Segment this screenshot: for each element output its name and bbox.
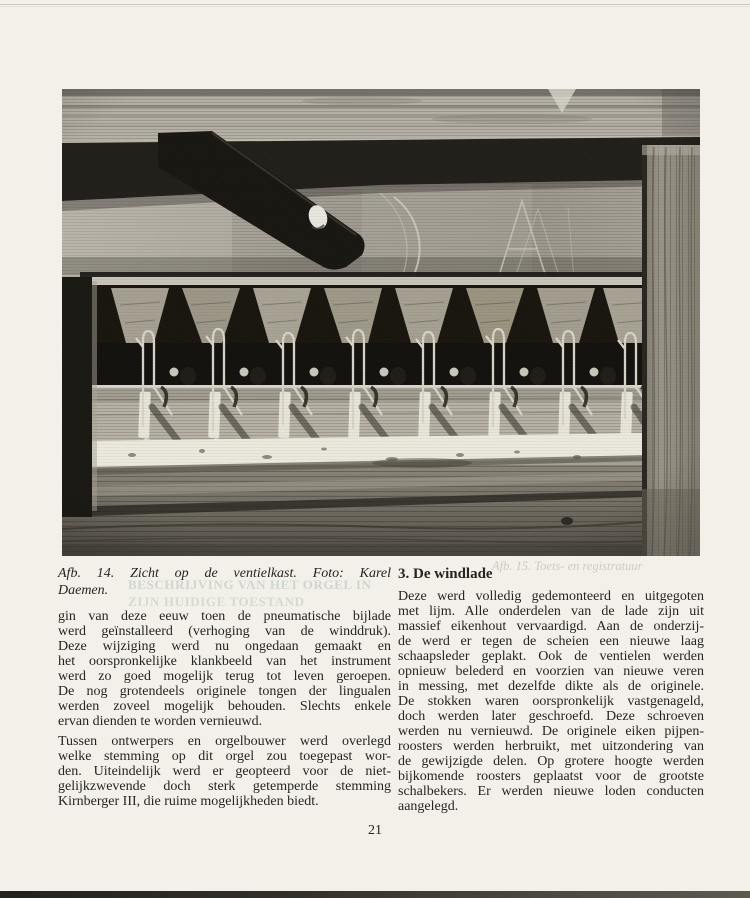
bleed-through-text: ZIJN HUIDIGE TOESTAND xyxy=(128,594,305,609)
bleed-through-text: BESCHRIJVING VAN HET ORGEL IN xyxy=(128,577,372,592)
scan-artifact-bottom-edge xyxy=(0,891,750,898)
text-line: massief eikenhout vervaardigd. Aan de onderzij- xyxy=(398,619,704,634)
text-line: werd zo goed mogelijk terug tot leven geroepen. xyxy=(58,669,391,684)
text-line: roosters werden herbruikt, met uitzondering van xyxy=(398,739,704,754)
text-line: Deze wijziging werd nu ongedaan gemaakt en xyxy=(58,639,391,654)
text-line: welke stemming op dit orgel zou toegepast wor- xyxy=(58,749,391,764)
text-line: in messing, met dezelfde dikte als de originele. xyxy=(398,679,704,694)
text-line: schaapsleder geplakt. Ook de ventielen werden xyxy=(398,649,704,664)
left-column-paragraph-2 xyxy=(58,734,391,809)
text-line: doch werden later geschroefd. Deze schroeven xyxy=(398,709,704,724)
scan-artifact-top-line2 xyxy=(0,6,750,7)
scanned-photo xyxy=(62,89,700,556)
caption-line: Afb. 14. Zicht op de ventielkast. Foto: Karel xyxy=(58,566,391,581)
text-line: Deze werd volledig gedemonteerd en uitgegoten xyxy=(398,589,704,604)
text-line: gin van deze eeuw toen de pneumatische bijlade xyxy=(58,609,391,624)
text-line: het oorspronkelijke klankbeeld van het instrument xyxy=(58,654,391,669)
photo-vignette xyxy=(62,89,700,556)
bleed-through-text: Afb. 15. Toets- en registratuur xyxy=(492,559,643,573)
text-line: De nog grotendeels originele tongen der lingualen xyxy=(58,684,391,699)
section-heading: 3. De windlade xyxy=(398,566,493,582)
figure-photo xyxy=(62,89,700,556)
text-line: ervan dienden te worden vernieuwd. xyxy=(58,714,263,729)
right-column-paragraph xyxy=(398,589,704,814)
text-line: de gewijzigde delen. Op grotere hoogte werden xyxy=(398,754,704,769)
text-line: werden zoveel mogelijk behouden. Slechts enkele xyxy=(58,699,391,714)
text-line: werden nu vernieuwd. De originele eiken pijpen- xyxy=(398,724,704,739)
page-number: 21 xyxy=(368,823,382,838)
text-line: den. Uiteindelijk werd er geopteerd voor de niet- xyxy=(58,764,391,779)
text-line: Kirnberger III, die ruime mogelijkheden biedt. xyxy=(58,794,319,809)
text-line: schalbekers. Er werden nieuwe loden conducten xyxy=(398,784,704,799)
scan-artifact-top-line xyxy=(0,4,750,5)
text-line: opnieuw belederd en voorzien van nieuwe veren xyxy=(398,664,704,679)
text-line: werd geïnstalleerd (verhoging van de winddruk). xyxy=(58,624,391,639)
text-line: aangelegd. xyxy=(398,799,459,814)
text-line: de werd er tegen de scheien een nieuwe laag xyxy=(398,634,704,649)
caption-line: Daemen. xyxy=(58,583,109,598)
text-line: bijkomende roosters geplaatst voor de grootste xyxy=(398,769,704,784)
text-line: met lijm. Alle onderdelen van de lade zijn uit xyxy=(398,604,704,619)
text-line: De stokken waren oorspronkelijk vastgenageld, xyxy=(398,694,704,709)
left-column-paragraph-1 xyxy=(58,609,391,729)
text-line: Tussen ontwerpers en orgelbouwer werd overlegd xyxy=(58,734,391,749)
text-line: gelijkzwevende doch sterk getemperde stemming xyxy=(58,779,391,794)
figure-caption xyxy=(58,565,391,599)
